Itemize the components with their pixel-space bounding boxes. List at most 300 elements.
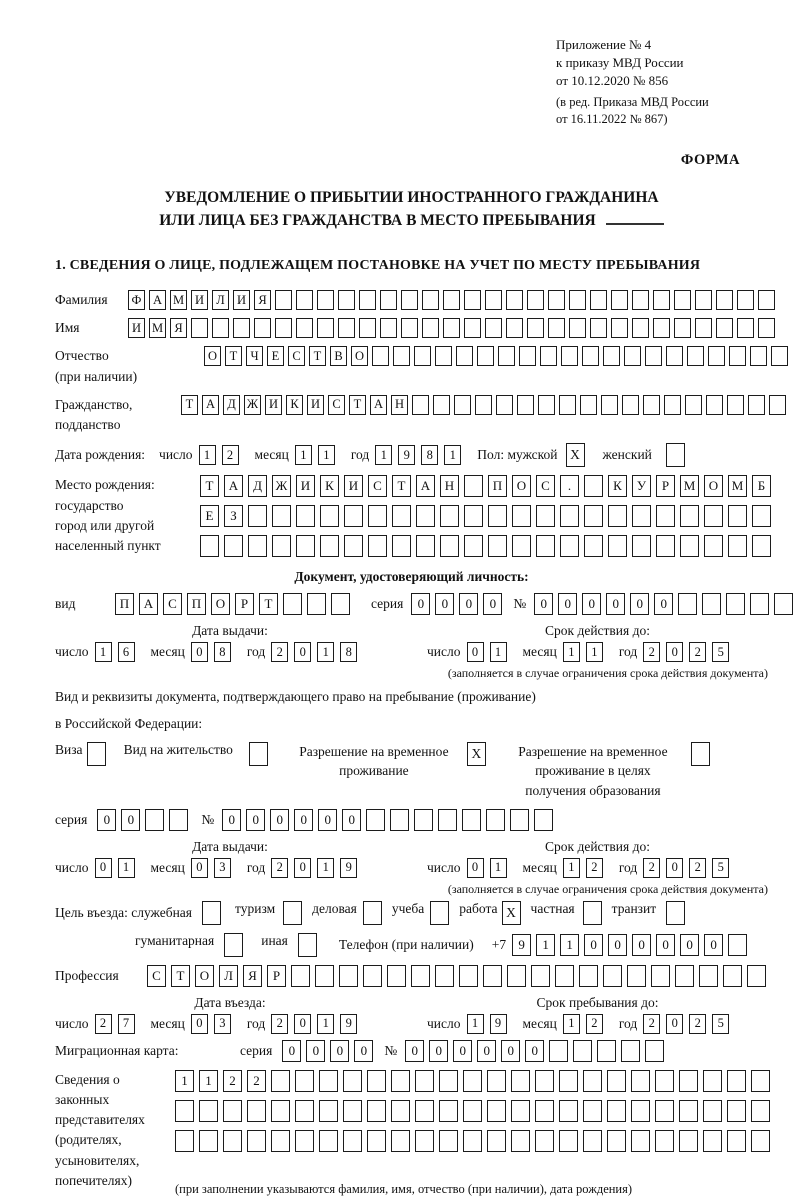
residence-number-cell[interactable]: 0 <box>342 809 361 831</box>
expiry-month-cell[interactable]: 1 <box>586 642 603 662</box>
res-expiry-day-cell[interactable]: 0 <box>467 858 484 878</box>
representatives-cell[interactable] <box>631 1070 650 1092</box>
profession-cell[interactable] <box>291 965 310 987</box>
patronymic-cell[interactable]: С <box>288 346 305 366</box>
representatives-cell[interactable] <box>223 1100 242 1122</box>
res-issue-year-cell[interactable]: 1 <box>317 858 334 878</box>
firstname-cell[interactable] <box>338 318 355 338</box>
birth-year-cell[interactable]: 1 <box>444 445 461 465</box>
doc-kind-cell[interactable]: П <box>187 593 206 615</box>
profession-cell[interactable] <box>483 965 502 987</box>
profession-cell[interactable] <box>507 965 526 987</box>
purpose-transit-checkbox-cell[interactable] <box>666 901 685 925</box>
citizenship-cell[interactable] <box>748 395 765 415</box>
representatives-cell[interactable] <box>367 1070 386 1092</box>
birthplace-cell[interactable] <box>392 535 411 557</box>
firstname-cell[interactable]: Я <box>170 318 187 338</box>
firstname-cell[interactable] <box>506 318 523 338</box>
stay-month-cell[interactable]: 2 <box>586 1014 603 1034</box>
doc-series-cell[interactable]: 0 <box>411 593 430 615</box>
patronymic-cell[interactable] <box>687 346 704 366</box>
birthplace-cell[interactable] <box>320 535 339 557</box>
residence-number-cell[interactable]: 0 <box>270 809 289 831</box>
birthplace-cell[interactable] <box>488 535 507 557</box>
surname-cell[interactable]: И <box>233 290 250 310</box>
migration-number-cell[interactable]: 0 <box>501 1040 520 1062</box>
res-expiry-year-cell[interactable]: 0 <box>666 858 683 878</box>
surname-cell[interactable]: Я <box>254 290 271 310</box>
purpose-official-checkbox-cell[interactable] <box>202 901 221 925</box>
citizenship-cell[interactable]: С <box>328 395 345 415</box>
profession-cell[interactable] <box>363 965 382 987</box>
patronymic-cell[interactable] <box>372 346 389 366</box>
firstname-cell[interactable] <box>296 318 313 338</box>
patronymic-cell[interactable] <box>708 346 725 366</box>
birthplace-cell[interactable] <box>344 505 363 527</box>
purpose-other-checkbox-cell[interactable] <box>298 933 317 957</box>
birthplace-cell[interactable] <box>392 505 411 527</box>
temp-residence-checkbox-cell[interactable]: X <box>467 742 486 766</box>
representatives-cell[interactable] <box>319 1100 338 1122</box>
surname-cell[interactable] <box>359 290 376 310</box>
citizenship-cell[interactable] <box>685 395 702 415</box>
doc-number-cell[interactable] <box>750 593 769 615</box>
representatives-cell[interactable]: 1 <box>199 1070 218 1092</box>
expiry-year-cell[interactable]: 2 <box>689 642 706 662</box>
purpose-business-checkbox-cell[interactable] <box>363 901 382 925</box>
birthplace-cell[interactable] <box>656 535 675 557</box>
representatives-cell[interactable] <box>319 1070 338 1092</box>
representatives-cell[interactable] <box>679 1130 698 1152</box>
doc-kind-cell[interactable] <box>283 593 302 615</box>
doc-kind-cell[interactable]: С <box>163 593 182 615</box>
profession-cell[interactable]: О <box>195 965 214 987</box>
representatives-cell[interactable] <box>535 1130 554 1152</box>
surname-cell[interactable]: Л <box>212 290 229 310</box>
surname-cell[interactable]: И <box>191 290 208 310</box>
representatives-cell[interactable] <box>271 1070 290 1092</box>
representatives-cell[interactable] <box>727 1100 746 1122</box>
representatives-cell[interactable] <box>367 1130 386 1152</box>
doc-number-cell[interactable]: 0 <box>654 593 673 615</box>
surname-cell[interactable] <box>590 290 607 310</box>
firstname-cell[interactable] <box>254 318 271 338</box>
phone-cell[interactable]: 0 <box>584 934 603 956</box>
profession-cell[interactable] <box>627 965 646 987</box>
citizenship-cell[interactable]: И <box>265 395 282 415</box>
birthplace-cell[interactable]: К <box>608 475 627 497</box>
citizenship-cell[interactable] <box>601 395 618 415</box>
representatives-cell[interactable] <box>415 1130 434 1152</box>
birthplace-cell[interactable] <box>608 505 627 527</box>
firstname-cell[interactable] <box>422 318 439 338</box>
firstname-cell[interactable] <box>569 318 586 338</box>
birthplace-cell[interactable] <box>368 535 387 557</box>
doc-series-cell[interactable]: 0 <box>483 593 502 615</box>
representatives-cell[interactable] <box>439 1070 458 1092</box>
representatives-cell[interactable] <box>631 1130 650 1152</box>
representatives-cell[interactable] <box>559 1130 578 1152</box>
migration-number-cell[interactable]: 0 <box>525 1040 544 1062</box>
representatives-cell[interactable] <box>511 1070 530 1092</box>
representatives-cell[interactable] <box>247 1100 266 1122</box>
representatives-cell[interactable] <box>343 1100 362 1122</box>
entry-year-cell[interactable]: 9 <box>340 1014 357 1034</box>
patronymic-cell[interactable]: Т <box>309 346 326 366</box>
representatives-cell[interactable] <box>391 1130 410 1152</box>
representatives-cell[interactable] <box>415 1100 434 1122</box>
birthplace-cell[interactable]: С <box>536 475 555 497</box>
profession-cell[interactable] <box>339 965 358 987</box>
doc-kind-cell[interactable]: А <box>139 593 158 615</box>
doc-number-cell[interactable] <box>774 593 793 615</box>
representatives-cell[interactable] <box>175 1100 194 1122</box>
doc-number-cell[interactable]: 0 <box>630 593 649 615</box>
surname-cell[interactable] <box>527 290 544 310</box>
patronymic-cell[interactable] <box>477 346 494 366</box>
representatives-cell[interactable] <box>439 1130 458 1152</box>
firstname-cell[interactable] <box>233 318 250 338</box>
representatives-cell[interactable] <box>463 1130 482 1152</box>
doc-kind-cell[interactable]: Р <box>235 593 254 615</box>
representatives-cell[interactable] <box>487 1130 506 1152</box>
res-issue-year-cell[interactable]: 9 <box>340 858 357 878</box>
phone-cell[interactable]: 0 <box>680 934 699 956</box>
phone-cell[interactable]: 0 <box>704 934 723 956</box>
firstname-cell[interactable] <box>380 318 397 338</box>
birthplace-cell[interactable] <box>584 535 603 557</box>
migration-number-cell[interactable]: 0 <box>453 1040 472 1062</box>
firstname-cell[interactable] <box>443 318 460 338</box>
res-expiry-year-cell[interactable]: 2 <box>689 858 706 878</box>
doc-number-cell[interactable]: 0 <box>558 593 577 615</box>
birthplace-cell[interactable] <box>272 505 291 527</box>
expiry-month-cell[interactable]: 1 <box>563 642 580 662</box>
firstname-cell[interactable] <box>485 318 502 338</box>
residence-series-cell[interactable]: 0 <box>121 809 140 831</box>
birthplace-cell[interactable] <box>728 535 747 557</box>
representatives-cell[interactable] <box>199 1130 218 1152</box>
surname-cell[interactable] <box>611 290 628 310</box>
representatives-cell[interactable] <box>559 1100 578 1122</box>
profession-cell[interactable] <box>411 965 430 987</box>
birthplace-cell[interactable]: Е <box>200 505 219 527</box>
residence-number-cell[interactable]: 0 <box>246 809 265 831</box>
patronymic-cell[interactable] <box>414 346 431 366</box>
firstname-cell[interactable] <box>212 318 229 338</box>
representatives-cell[interactable] <box>247 1130 266 1152</box>
profession-cell[interactable] <box>747 965 766 987</box>
citizenship-cell[interactable] <box>769 395 786 415</box>
migration-number-cell[interactable] <box>549 1040 568 1062</box>
representatives-cell[interactable] <box>703 1100 722 1122</box>
patronymic-cell[interactable] <box>561 346 578 366</box>
residence-number-cell[interactable]: 0 <box>318 809 337 831</box>
profession-cell[interactable]: С <box>147 965 166 987</box>
purpose-private-checkbox-cell[interactable] <box>583 901 602 925</box>
patronymic-cell[interactable] <box>498 346 515 366</box>
birthplace-cell[interactable] <box>464 505 483 527</box>
res-issue-day-cell[interactable]: 0 <box>95 858 112 878</box>
patronymic-cell[interactable]: О <box>204 346 221 366</box>
birth-month-cell[interactable]: 1 <box>295 445 312 465</box>
doc-kind-cell[interactable] <box>331 593 350 615</box>
migration-number-cell[interactable]: 0 <box>405 1040 424 1062</box>
migration-number-cell[interactable] <box>645 1040 664 1062</box>
representatives-cell[interactable] <box>343 1130 362 1152</box>
firstname-cell[interactable] <box>737 318 754 338</box>
profession-cell[interactable] <box>723 965 742 987</box>
issue-year-cell[interactable]: 2 <box>271 642 288 662</box>
representatives-cell[interactable] <box>391 1070 410 1092</box>
surname-cell[interactable] <box>443 290 460 310</box>
doc-number-cell[interactable] <box>726 593 745 615</box>
residence-permit-checkbox-cell[interactable] <box>249 742 268 766</box>
issue-day-cell[interactable]: 1 <box>95 642 112 662</box>
representatives-cell[interactable] <box>343 1070 362 1092</box>
firstname-cell[interactable] <box>527 318 544 338</box>
surname-cell[interactable] <box>380 290 397 310</box>
patronymic-cell[interactable] <box>750 346 767 366</box>
issue-year-cell[interactable]: 1 <box>317 642 334 662</box>
res-issue-year-cell[interactable]: 0 <box>294 858 311 878</box>
representatives-cell[interactable] <box>535 1100 554 1122</box>
birthplace-cell[interactable]: А <box>224 475 243 497</box>
residence-series-cell[interactable] <box>145 809 164 831</box>
representatives-cell[interactable] <box>703 1070 722 1092</box>
profession-cell[interactable] <box>675 965 694 987</box>
firstname-cell[interactable] <box>275 318 292 338</box>
citizenship-cell[interactable] <box>727 395 744 415</box>
representatives-cell[interactable] <box>199 1100 218 1122</box>
representatives-cell[interactable] <box>271 1130 290 1152</box>
res-issue-month-cell[interactable]: 0 <box>191 858 208 878</box>
migration-series-cell[interactable]: 0 <box>354 1040 373 1062</box>
birthplace-cell[interactable]: М <box>728 475 747 497</box>
birthplace-cell[interactable]: . <box>560 475 579 497</box>
purpose-humanitarian-checkbox-cell[interactable] <box>224 933 243 957</box>
phone-cell[interactable]: 0 <box>656 934 675 956</box>
migration-number-cell[interactable]: 0 <box>429 1040 448 1062</box>
birthplace-cell[interactable]: М <box>680 475 699 497</box>
doc-number-cell[interactable] <box>702 593 721 615</box>
surname-cell[interactable] <box>506 290 523 310</box>
patronymic-cell[interactable] <box>645 346 662 366</box>
birthplace-cell[interactable]: З <box>224 505 243 527</box>
representatives-cell[interactable] <box>703 1130 722 1152</box>
birthplace-cell[interactable] <box>632 505 651 527</box>
patronymic-cell[interactable]: Ч <box>246 346 263 366</box>
residence-number-cell[interactable] <box>462 809 481 831</box>
res-expiry-month-cell[interactable]: 1 <box>563 858 580 878</box>
birthplace-cell[interactable]: Р <box>656 475 675 497</box>
birthplace-cell[interactable] <box>464 475 483 497</box>
profession-cell[interactable] <box>603 965 622 987</box>
birthplace-cell[interactable]: Б <box>752 475 771 497</box>
representatives-cell[interactable] <box>295 1070 314 1092</box>
representatives-cell[interactable] <box>391 1100 410 1122</box>
birthplace-cell[interactable] <box>512 535 531 557</box>
representatives-cell[interactable] <box>295 1100 314 1122</box>
issue-month-cell[interactable]: 0 <box>191 642 208 662</box>
representatives-cell[interactable] <box>607 1130 626 1152</box>
birthplace-cell[interactable] <box>704 535 723 557</box>
birthplace-cell[interactable] <box>248 505 267 527</box>
representatives-cell[interactable]: 2 <box>223 1070 242 1092</box>
patronymic-cell[interactable] <box>435 346 452 366</box>
profession-cell[interactable] <box>315 965 334 987</box>
birth-year-cell[interactable]: 9 <box>398 445 415 465</box>
surname-cell[interactable] <box>464 290 481 310</box>
patronymic-cell[interactable] <box>603 346 620 366</box>
citizenship-cell[interactable]: К <box>286 395 303 415</box>
profession-cell[interactable] <box>387 965 406 987</box>
expiry-day-cell[interactable]: 0 <box>467 642 484 662</box>
birthplace-cell[interactable] <box>440 505 459 527</box>
residence-number-cell[interactable] <box>390 809 409 831</box>
surname-cell[interactable] <box>716 290 733 310</box>
birth-month-cell[interactable]: 1 <box>318 445 335 465</box>
birthplace-cell[interactable]: А <box>416 475 435 497</box>
residence-number-cell[interactable] <box>486 809 505 831</box>
profession-cell[interactable]: Я <box>243 965 262 987</box>
representatives-cell[interactable] <box>751 1070 770 1092</box>
representatives-cell[interactable] <box>727 1070 746 1092</box>
citizenship-cell[interactable] <box>517 395 534 415</box>
res-issue-year-cell[interactable]: 2 <box>271 858 288 878</box>
purpose-study-checkbox-cell[interactable] <box>430 901 449 925</box>
entry-year-cell[interactable]: 1 <box>317 1014 334 1034</box>
birthplace-cell[interactable] <box>584 505 603 527</box>
birthplace-cell[interactable]: Т <box>392 475 411 497</box>
surname-cell[interactable]: Ф <box>128 290 145 310</box>
birth-year-cell[interactable]: 1 <box>375 445 392 465</box>
representatives-cell[interactable] <box>511 1130 530 1152</box>
entry-year-cell[interactable]: 2 <box>271 1014 288 1034</box>
surname-cell[interactable]: А <box>149 290 166 310</box>
surname-cell[interactable]: М <box>170 290 187 310</box>
firstname-cell[interactable] <box>590 318 607 338</box>
representatives-cell[interactable] <box>319 1130 338 1152</box>
birthplace-cell[interactable] <box>560 535 579 557</box>
migration-series-cell[interactable]: 0 <box>306 1040 325 1062</box>
doc-series-cell[interactable]: 0 <box>435 593 454 615</box>
representatives-cell[interactable] <box>631 1100 650 1122</box>
representatives-cell[interactable] <box>655 1070 674 1092</box>
representatives-cell[interactable] <box>511 1100 530 1122</box>
surname-cell[interactable] <box>569 290 586 310</box>
citizenship-cell[interactable] <box>433 395 450 415</box>
patronymic-cell[interactable] <box>393 346 410 366</box>
representatives-cell[interactable] <box>439 1100 458 1122</box>
representatives-cell[interactable] <box>535 1070 554 1092</box>
visa-checkbox-cell[interactable] <box>87 742 106 766</box>
issue-year-cell[interactable]: 8 <box>340 642 357 662</box>
representatives-cell[interactable] <box>559 1070 578 1092</box>
res-expiry-year-cell[interactable]: 2 <box>643 858 660 878</box>
stay-day-cell[interactable]: 1 <box>467 1014 484 1034</box>
birthplace-cell[interactable] <box>632 535 651 557</box>
birthplace-cell[interactable] <box>440 535 459 557</box>
birthplace-cell[interactable]: Т <box>200 475 219 497</box>
birthplace-cell[interactable] <box>296 505 315 527</box>
representatives-cell[interactable] <box>607 1070 626 1092</box>
citizenship-cell[interactable]: Д <box>223 395 240 415</box>
residence-series-cell[interactable] <box>169 809 188 831</box>
doc-kind-cell[interactable]: П <box>115 593 134 615</box>
birthplace-cell[interactable] <box>488 505 507 527</box>
issue-day-cell[interactable]: 6 <box>118 642 135 662</box>
expiry-day-cell[interactable]: 1 <box>490 642 507 662</box>
entry-day-cell[interactable]: 2 <box>95 1014 112 1034</box>
migration-number-cell[interactable] <box>621 1040 640 1062</box>
firstname-cell[interactable] <box>191 318 208 338</box>
surname-cell[interactable] <box>422 290 439 310</box>
representatives-cell[interactable] <box>463 1070 482 1092</box>
patronymic-cell[interactable] <box>729 346 746 366</box>
firstname-cell[interactable] <box>401 318 418 338</box>
birthplace-cell[interactable] <box>656 505 675 527</box>
residence-number-cell[interactable] <box>510 809 529 831</box>
firstname-cell[interactable] <box>758 318 775 338</box>
citizenship-cell[interactable] <box>643 395 660 415</box>
res-expiry-day-cell[interactable]: 1 <box>490 858 507 878</box>
birthplace-cell[interactable] <box>368 505 387 527</box>
birthplace-cell[interactable] <box>536 505 555 527</box>
stay-year-cell[interactable]: 0 <box>666 1014 683 1034</box>
birthplace-cell[interactable] <box>680 505 699 527</box>
representatives-cell[interactable] <box>583 1070 602 1092</box>
birthplace-cell[interactable] <box>464 535 483 557</box>
birthplace-cell[interactable] <box>728 505 747 527</box>
patronymic-cell[interactable]: Е <box>267 346 284 366</box>
patronymic-cell[interactable]: Т <box>225 346 242 366</box>
entry-day-cell[interactable]: 7 <box>118 1014 135 1034</box>
representatives-cell[interactable] <box>583 1100 602 1122</box>
representatives-cell[interactable] <box>415 1070 434 1092</box>
birthplace-cell[interactable]: И <box>296 475 315 497</box>
profession-cell[interactable] <box>579 965 598 987</box>
residence-number-cell[interactable] <box>438 809 457 831</box>
profession-cell[interactable] <box>651 965 670 987</box>
firstname-cell[interactable]: М <box>149 318 166 338</box>
phone-cell[interactable] <box>728 934 747 956</box>
birthplace-cell[interactable] <box>560 505 579 527</box>
phone-cell[interactable]: 0 <box>632 934 651 956</box>
representatives-cell[interactable] <box>271 1100 290 1122</box>
firstname-cell[interactable] <box>464 318 481 338</box>
representatives-cell[interactable] <box>751 1100 770 1122</box>
migration-series-cell[interactable]: 0 <box>330 1040 349 1062</box>
birthplace-cell[interactable] <box>320 505 339 527</box>
birth-day-cell[interactable]: 1 <box>199 445 216 465</box>
firstname-cell[interactable] <box>611 318 628 338</box>
expiry-year-cell[interactable]: 5 <box>712 642 729 662</box>
doc-series-cell[interactable]: 0 <box>459 593 478 615</box>
doc-kind-cell[interactable]: О <box>211 593 230 615</box>
firstname-cell[interactable]: И <box>128 318 145 338</box>
residence-number-cell[interactable] <box>366 809 385 831</box>
citizenship-cell[interactable]: Т <box>181 395 198 415</box>
representatives-cell[interactable] <box>175 1130 194 1152</box>
birthplace-cell[interactable] <box>512 505 531 527</box>
patronymic-cell[interactable] <box>540 346 557 366</box>
representatives-cell[interactable] <box>679 1100 698 1122</box>
residence-number-cell[interactable]: 0 <box>222 809 241 831</box>
firstname-cell[interactable] <box>716 318 733 338</box>
res-issue-day-cell[interactable]: 1 <box>118 858 135 878</box>
representatives-cell[interactable] <box>655 1130 674 1152</box>
